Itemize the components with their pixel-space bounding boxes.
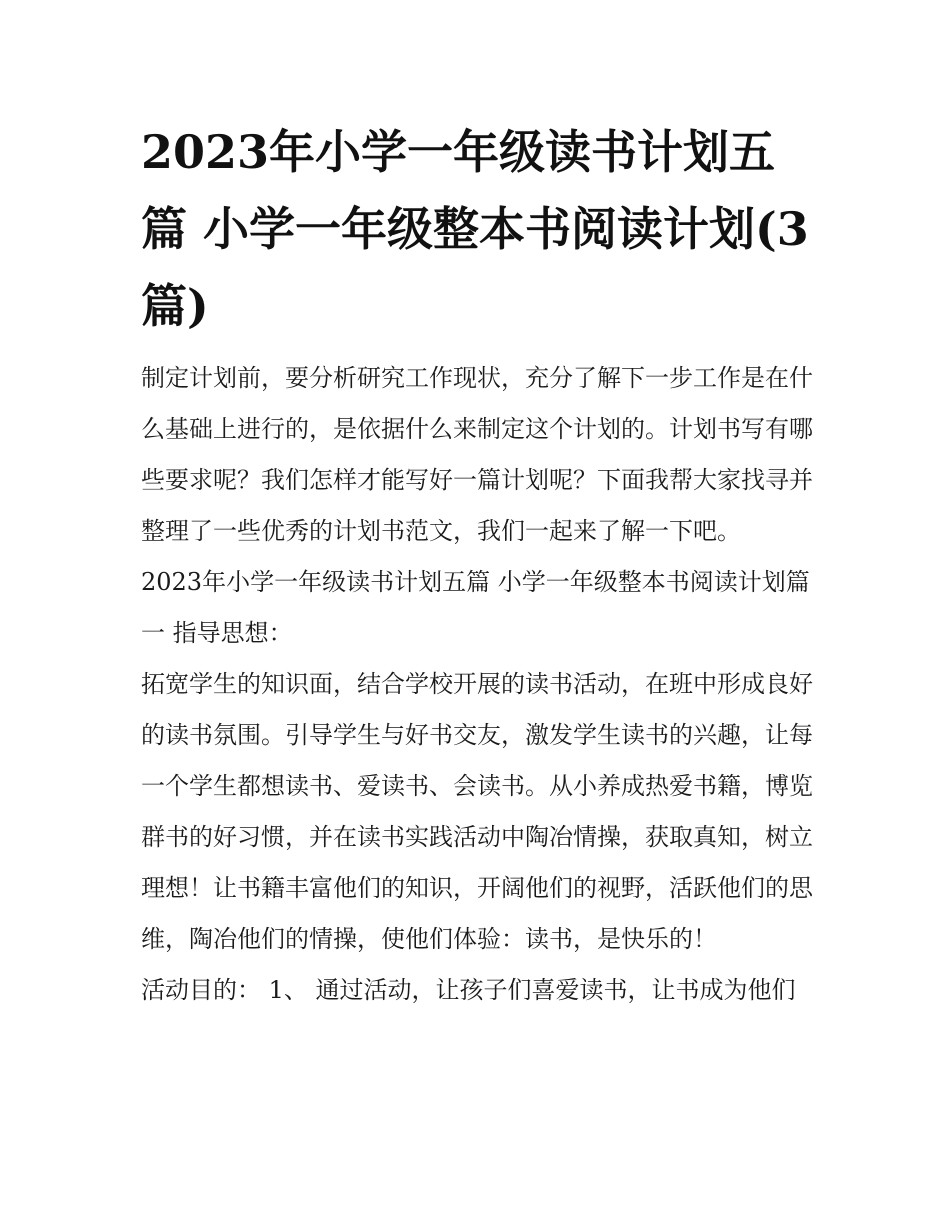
section-heading-paragraph: 2023年小学一年级读书计划五篇 小学一年级整本书阅读计划篇一 指导思想： xyxy=(141,568,810,647)
activity-purpose-paragraph: 活动目的： 1、 通过活动，让孩子们喜爱读书，让书成为他们 xyxy=(141,976,796,1004)
document-body xyxy=(141,114,813,1016)
guiding-thought-paragraph: 拓宽学生的知识面，结合学校开展的读书活动，在班中形成良好的读书氛围。引导学生与好书交友，激发学生读书的兴趣，让每一个学生都想读书、爱读书、会读书。从小养成热爱书籍，博览群书的好习惯，并在读书实践活动中陶冶情操，获取真知，树立理想！让书籍丰富他们的知识，开阔他们的视野，活跃他们的思维，陶冶他们的情操，使他们体验：读书，是快乐的！ xyxy=(141,670,813,953)
document-title: 2023年小学一年级读书计划五篇 小学一年级整本书阅读计划(3篇) xyxy=(141,125,809,333)
intro-paragraph: 制定计划前，要分析研究工作现状，充分了解下一步工作是在什么基础上进行的，是依据什么来制定这个计划的。计划书写有哪些要求呢？我们怎样才能写好一篇计划呢？下面我帮大家找寻并整理了一些优秀的计划书范文，我们一起来了解一下吧。 xyxy=(141,364,813,545)
